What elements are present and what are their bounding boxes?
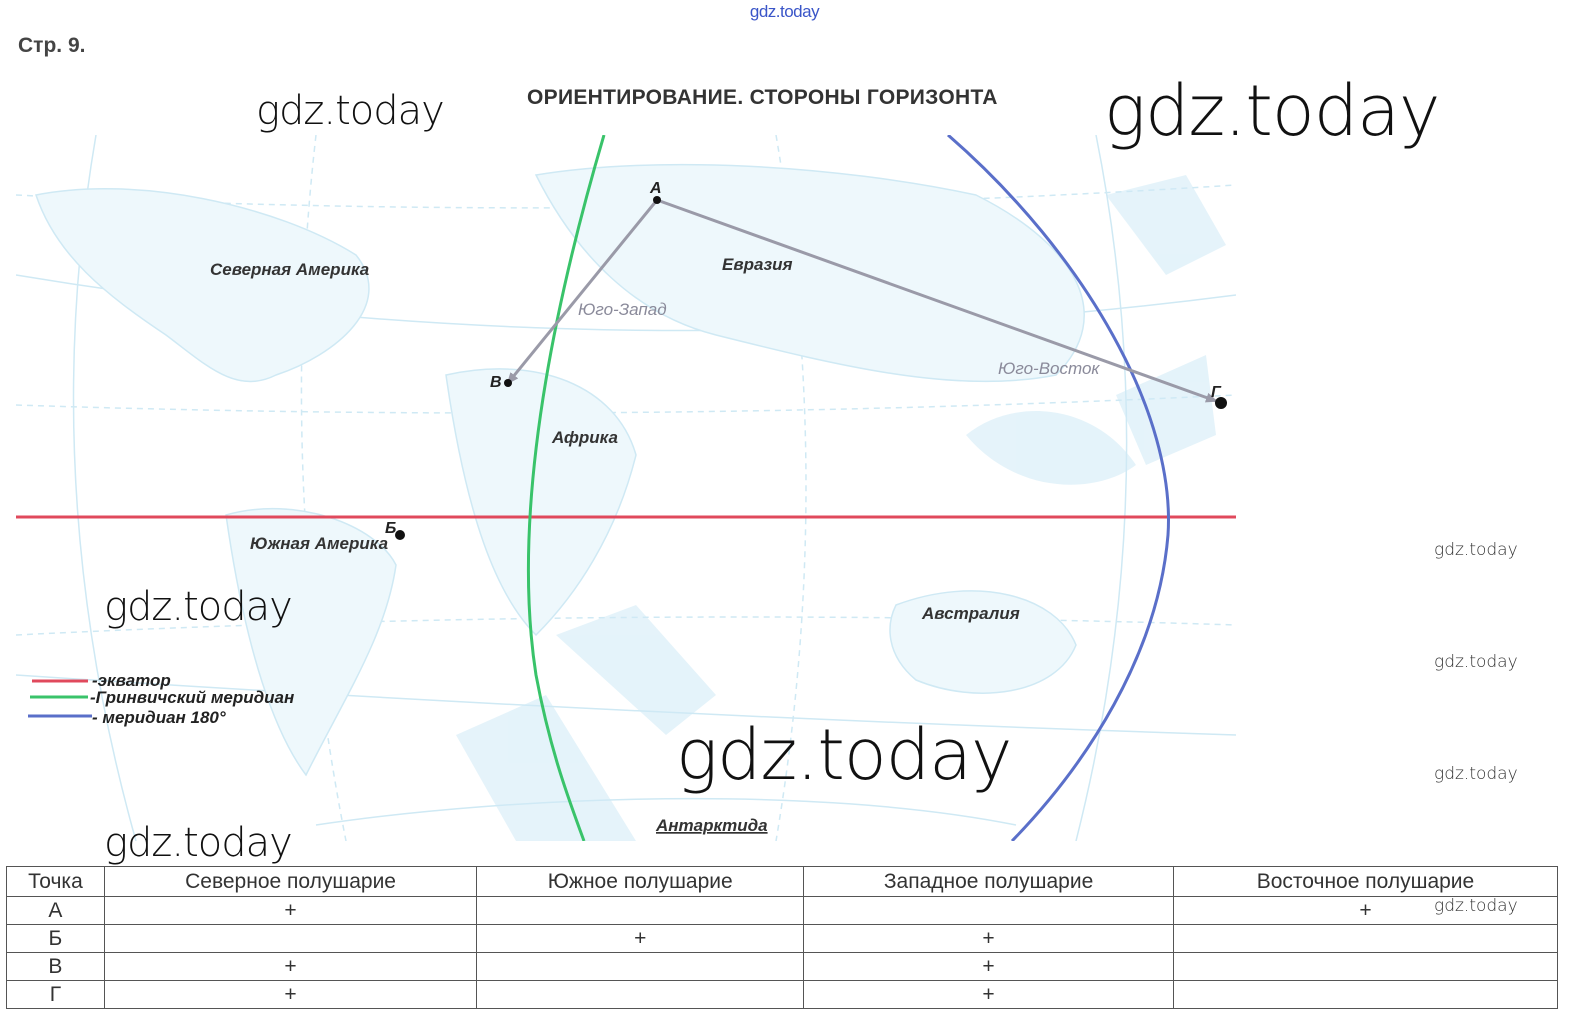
table-cell: + — [1173, 897, 1557, 925]
watermark-text: gdz.today — [1104, 70, 1440, 152]
column-header: Северное полушарие — [104, 867, 476, 897]
table-row — [7, 953, 1558, 981]
page-title: ОРИЕНТИРОВАНИЕ. СТОРОНЫ ГОРИЗОНТА — [527, 86, 998, 109]
table-cell — [1173, 981, 1557, 1009]
watermark-text: gdz.today — [1434, 896, 1518, 916]
table-row — [7, 925, 1558, 953]
table-header-row — [7, 867, 1558, 897]
point-a-label: А — [650, 180, 662, 197]
table-cell: + — [477, 925, 804, 953]
label-north-america: Северная Америка — [210, 260, 370, 279]
table-cell — [477, 953, 804, 981]
table-cell: + — [804, 981, 1174, 1009]
column-header: Западное полушарие — [804, 867, 1174, 897]
hemispheres-table — [6, 866, 1558, 1009]
table-cell — [1173, 925, 1557, 953]
world-map — [16, 135, 1236, 841]
legend-meridian-180-text: - меридиан 180° — [92, 708, 226, 727]
point-b-dot — [395, 530, 405, 540]
legend-equator-text: -экватор — [92, 671, 171, 690]
watermark-text: gdz.today — [1434, 764, 1518, 784]
table-row — [7, 981, 1558, 1009]
watermark-text: gdz.today — [1434, 540, 1518, 560]
watermark-text: gdz.today — [676, 714, 1012, 796]
point-b-label: Б — [385, 520, 397, 537]
table-cell — [804, 897, 1174, 925]
table-cell — [477, 897, 804, 925]
page-number: Стр. 9. — [18, 34, 86, 57]
column-header: Восточное полушарие — [1173, 867, 1557, 897]
table-cell: Б — [7, 925, 105, 953]
table-cell: + — [104, 953, 476, 981]
watermark-text: gdz.today — [1434, 652, 1518, 672]
label-antarctica: Антарктида — [656, 816, 768, 835]
table-cell: Г — [7, 981, 105, 1009]
watermark-text: gdz.today — [256, 88, 444, 134]
table-cell: + — [804, 953, 1174, 981]
table-cell: В — [7, 953, 105, 981]
watermark-text: gdz.today — [104, 820, 292, 866]
direction-southeast-label: Юго-Восток — [998, 359, 1100, 378]
watermark-text: gdz.today — [104, 584, 292, 630]
column-header: Южное полушарие — [477, 867, 804, 897]
legend-greenwich-text: -Гринвичский меридиан — [90, 688, 295, 707]
direction-southwest-label: Юго-Запад — [578, 300, 667, 319]
point-g-label: Г — [1211, 384, 1221, 401]
table-cell — [1173, 953, 1557, 981]
column-header: Точка — [7, 867, 105, 897]
map-background — [16, 135, 1236, 841]
label-australia: Австралия — [922, 604, 1020, 623]
table-cell: + — [104, 981, 476, 1009]
label-south-america: Южная Америка — [250, 534, 389, 553]
table-cell: + — [804, 925, 1174, 953]
point-a-dot — [653, 196, 661, 204]
point-v-dot — [504, 379, 512, 387]
table-cell — [477, 981, 804, 1009]
table-cell: А — [7, 897, 105, 925]
legend — [28, 671, 294, 727]
table-cell — [104, 925, 476, 953]
top-watermark: gdz.today — [749, 2, 820, 21]
label-africa: Африка — [552, 428, 618, 447]
table-cell: + — [104, 897, 476, 925]
point-v-label: В — [490, 374, 502, 391]
label-eurasia: Евразия — [722, 255, 793, 274]
table-row — [7, 897, 1558, 925]
